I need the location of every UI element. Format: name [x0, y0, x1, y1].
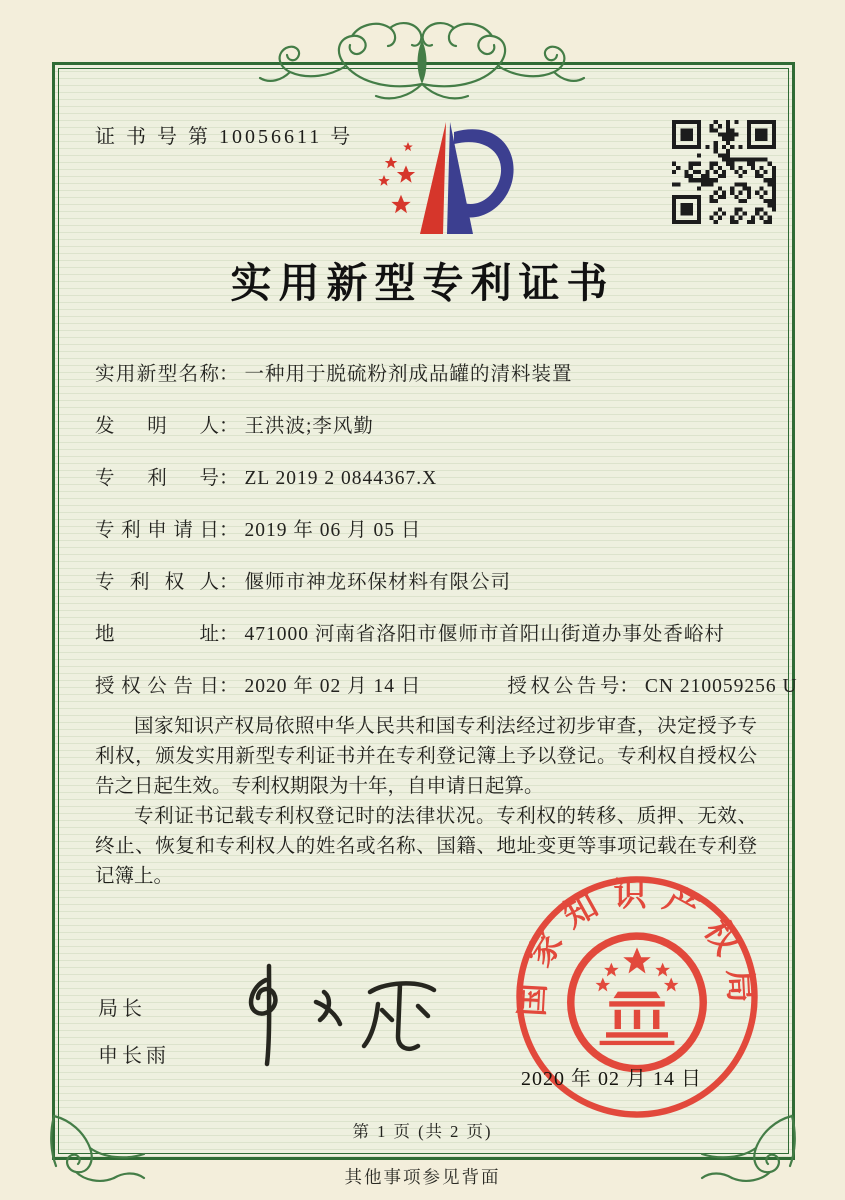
field-utility-model-name: 实用新型名称： 一种用于脱硫粉剂成品罐的清料装置 — [95, 358, 755, 410]
certificate-number: 证 书 号 第 10056611 号 — [95, 126, 354, 148]
field-value: 偃师市神龙环保材料有限公司 — [244, 572, 512, 593]
field-label: 发明人 — [95, 416, 219, 437]
commissioner-block — [98, 992, 170, 1068]
legal-paragraph-1: 国家知识产权局依照中华人民共和国专利法经过初步审查，决定授予专利权，颁发实用新型专利证书并在专利登记簿上予以登记。专利权自授权公告之日起生效。专利权期限为十年，自申请日起算。 — [95, 716, 757, 797]
field-patentee: 专利权人： 偃师市神龙环保材料有限公司 — [95, 566, 755, 618]
svg-text:国家知识产权局: 国家知识产权局 — [513, 876, 761, 1018]
page-number: 第 1 页 (共 2 页) — [352, 1122, 493, 1141]
field-label: 实用新型名称 — [95, 364, 219, 385]
commissioner-signature — [232, 958, 462, 1068]
field-grant-date: 授权公告日： 2020 年 02 月 14 日 — [95, 676, 422, 697]
field-value: 王洪波;李风勤 — [244, 416, 374, 437]
field-label: 专利权人 — [95, 572, 219, 593]
field-patent-number: 专利号： ZL 2019 2 0844367.X — [95, 462, 755, 514]
legal-paragraph-2: 专利证书记载专利权登记时的法律状况。专利权的转移、质押、无效、终止、恢复和专利权人的姓名或名称、国籍、地址变更等事项记载在专利登记簿上。 — [95, 806, 757, 887]
commissioner-title: 局长 — [98, 998, 146, 1020]
field-value: 一种用于脱硫粉剂成品罐的清料装置 — [244, 364, 573, 385]
seal-date: 2020 年 02 月 14 日 — [521, 1068, 702, 1090]
field-address: 地址： 471000 河南省洛阳市偃师市首阳山街道办事处香峪村 — [95, 618, 755, 670]
certificate-title: 实用新型专利证书 — [230, 260, 615, 306]
field-filing-date: 专利申请日： 2019 年 06 月 05 日 — [95, 514, 755, 566]
certificate-fields — [95, 358, 798, 722]
qr-code — [672, 120, 776, 224]
field-inventors: 发明人： 王洪波;李风勤 — [95, 410, 755, 462]
cnipa-patent-logo-icon — [350, 116, 520, 238]
field-value: 471000 河南省洛阳市偃师市首阳山街道办事处香峪村 — [244, 624, 725, 645]
top-border-ornament — [242, 14, 602, 110]
bottom-left-ornament — [40, 1106, 160, 1186]
field-value: 2019 年 06 月 05 日 — [244, 520, 422, 541]
field-label: 专利申请日 — [95, 520, 219, 541]
field-grant-number: 授权公告号： CN 210059256 U — [507, 676, 798, 697]
legal-text — [95, 712, 757, 892]
footer-note: 其他事项参见背面 — [344, 1167, 501, 1187]
field-label: 专利号 — [95, 468, 219, 489]
field-label: 地址 — [95, 624, 219, 645]
commissioner-name: 申长雨 — [98, 1045, 170, 1067]
field-value: ZL 2019 2 0844367.X — [244, 468, 438, 489]
